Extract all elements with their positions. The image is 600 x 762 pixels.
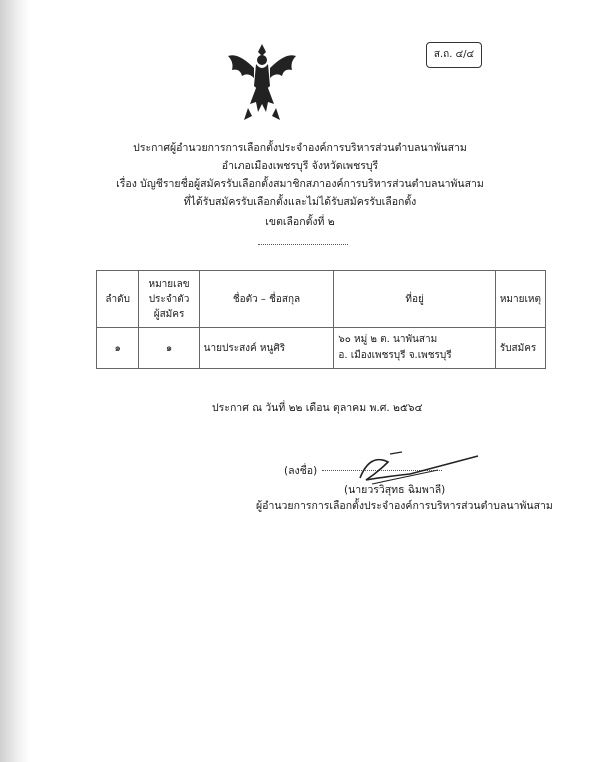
title-line-4: ที่ได้รับสมัครรับเลือกตั้งและไม่ได้รับสมัครรับเลือกตั้ง xyxy=(183,196,417,208)
document-page xyxy=(30,0,600,762)
signer-name: (นายวรวิสุทธ ฉิมพาลี) xyxy=(344,484,446,496)
header-address: ที่อยู่ xyxy=(334,271,495,328)
address-line-1: ๖๐ หมู่ ๒ ต. นาพันสาม xyxy=(338,334,438,345)
header-name: ชื่อตัว – ชื่อสกุล xyxy=(199,271,334,328)
header-remark: หมายเหตุ xyxy=(495,271,545,328)
title-line-1: ประกาศผู้อำนวยการการเลือกตั้งประจำองค์การบริหารส่วนตำบลนาพันสาม xyxy=(133,142,467,154)
table-row xyxy=(97,328,546,369)
header-number-line3: ผู้สมัคร xyxy=(153,308,185,320)
cell-remark: รับสมัคร xyxy=(495,328,545,369)
form-code-badge: ส.ถ. ๔/๔ xyxy=(426,42,482,68)
header-number xyxy=(139,271,199,328)
sign-label: (ลงชื่อ) xyxy=(284,465,318,477)
cell-name: นายประสงค์ หนูศิริ xyxy=(199,328,334,369)
cell-number: ๑ xyxy=(139,328,199,369)
table-header-row xyxy=(97,271,546,328)
page-edge-shadow xyxy=(0,0,30,762)
header-number-line2: ประจำตัว xyxy=(148,293,190,305)
garuda-emblem-icon xyxy=(226,42,298,122)
title-line-5: เขตเลือกตั้งที่ ๒ xyxy=(265,216,335,228)
cell-order: ๑ xyxy=(97,328,139,369)
candidate-table xyxy=(96,270,546,369)
title-divider xyxy=(258,244,348,245)
cell-address xyxy=(334,328,495,369)
announce-date: ประกาศ ณ วันที่ ๒๒ เดือน ตุลาคม พ.ศ. ๒๕๖๔ xyxy=(212,402,423,414)
header-number-line1: หมายเลข xyxy=(148,278,190,290)
title-line-2: อำเภอเมืองเพชรบุรี จังหวัดเพชรบุรี xyxy=(221,160,379,172)
header-order: ลำดับ xyxy=(97,271,139,328)
signer-position: ผู้อำนวยการการเลือกตั้งประจำองค์การบริหารส่วนตำบลนาพันสาม xyxy=(256,500,553,512)
title-line-3: เรื่อง บัญชีรายชื่อผู้สมัครรับเลือกตั้งสมาชิกสภาองค์การบริหารส่วนตำบลนาพันสาม xyxy=(116,178,484,190)
address-line-2: อ. เมืองเพชรบุรี จ.เพชรบุรี xyxy=(338,350,452,361)
